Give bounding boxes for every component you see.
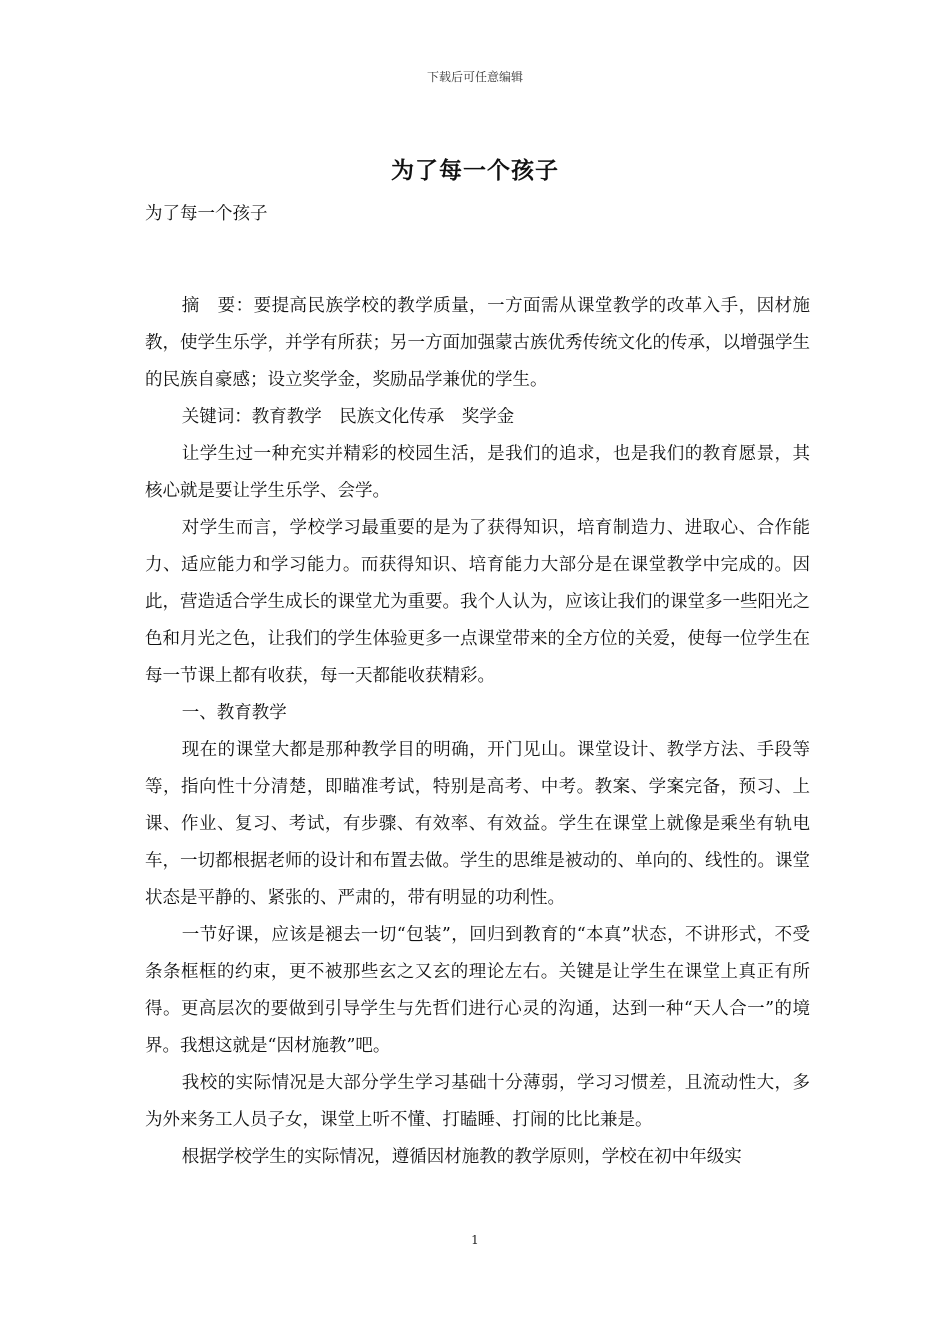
- body-paragraph: 我校的实际情况是大部分学生学习基础十分薄弱，学习习惯差，且流动性大，多为外来务工人员子女，课堂上听不懂、打瞌睡、打闹的比比兼是。: [145, 1073, 810, 1130]
- document-body: [145, 196, 810, 1176]
- header-note: 下载后可任意编辑: [426, 70, 523, 84]
- keywords-paragraph: 关键词：教育教学 民族文化传承 奖学金: [181, 407, 515, 427]
- body-paragraph: 根据学校学生的实际情况，遵循因材施教的教学原则，学校在初中年级实: [181, 1147, 742, 1167]
- abstract-paragraph: 摘 要：要提高民族学校的教学质量，一方面需从课堂教学的改革入手，因材施教，使学生乐学，并学有所获；另一方面加强蒙古族优秀传统文化的传承，以增强学生的民族自豪感；设立奖学金，奖励品学兼优的学生。: [145, 296, 810, 390]
- body-paragraph: 现在的课堂大都是那种教学目的明确，开门见山。课堂设计、教学方法、手段等等，指向性十分清楚，即瞄准考试，特别是高考、中考。教案、学案完备，预习、上课、作业、复习、考试，有步骤、有效率、有效益。学生在课堂上就像是乘坐有轨电车，一切都根据老师的设计和布置去做。学生的思维是被动的、单向的、线性的。课堂状态是平静的、紧张的、严肃的，带有明显的功利性。: [145, 740, 810, 908]
- body-paragraph: 一节好课，应该是褪去一切“包装”，回归到教育的“本真”状态，不讲形式，不受条条框框的约束，更不被那些玄之又玄的理论左右。关键是让学生在课堂上真正有所得。更高层次的要做到引导学生与先哲们进行心灵的沟通，达到一种“天人合一”的境界。我想这就是“因材施教”吧。: [145, 925, 810, 1056]
- section-heading: 一、教育教学: [181, 703, 287, 723]
- body-paragraph: 让学生过一种充实并精彩的校园生活，是我们的追求，也是我们的教育愿景，其核心就是要让学生乐学、会学。: [145, 444, 810, 501]
- document-title: 为了每一个孩子: [391, 157, 559, 184]
- page-number: 1: [471, 1233, 479, 1247]
- body-paragraph: 对学生而言，学校学习最重要的是为了获得知识，培育制造力、进取心、合作能力、适应能力和学习能力。而获得知识、培育能力大部分是在课堂教学中完成的。因此，营造适合学生成长的课堂尤为重要。我个人认为，应该让我们的课堂多一些阳光之色和月光之色，让我们的学生体验更多一点课堂带来的全方位的关爱，使每一位学生在每一节课上都有收获，每一天都能收获精彩。: [145, 518, 810, 686]
- document-subtitle: 为了每一个孩子: [145, 204, 268, 224]
